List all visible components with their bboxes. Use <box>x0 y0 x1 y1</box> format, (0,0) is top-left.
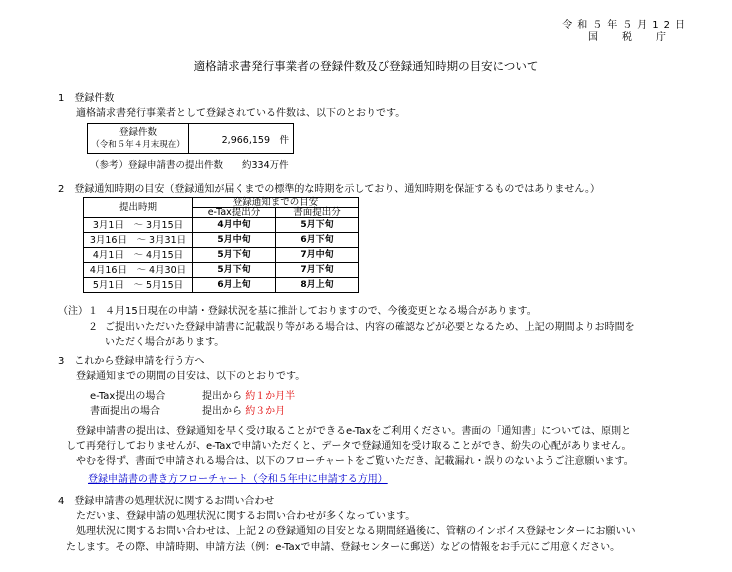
count-label-cell <box>88 124 189 154</box>
row-paper: 8月上旬 <box>276 278 359 293</box>
paper-label: 書面提出の場合 <box>90 406 160 417</box>
paper-duration: 約３か月 <box>245 406 286 417</box>
col-group-header: 登録通知までの目安 <box>193 198 359 208</box>
section3-intro: 登録通知までの期間の目安は、以下のとおりです。 <box>76 371 306 382</box>
row-paper: 6月下旬 <box>276 233 359 248</box>
row-period: 4月1日 ～ 4月15日 <box>84 248 193 263</box>
section4-line1: ただいま、登録申請の処理状況に関するお問い合わせが多くなっています。 <box>76 511 416 522</box>
section2-heading: 2 登録通知時期の目安（登録通知が届くまでの標準的な時期を示しており、通知時期を保証するものではありません。） <box>58 184 600 195</box>
note2-text-line1: ご提出いただいた登録申請書に記載誤り等がある場合は、内容の確認などが必要となるため、上記の期間よりお時間を <box>105 322 635 333</box>
row-period: 3月16日 ～ 3月31日 <box>84 233 193 248</box>
section3-para1-line1: 登録申請書の提出は、登録通知を早く受け取ることができるe-Taxをご利用ください。書面の「通知書」については、原則と <box>76 426 632 437</box>
row-etax: 5月下旬 <box>193 248 276 263</box>
section1-intro: 適格請求書発行事業者として登録されている件数は、以下のとおりです。 <box>76 108 406 119</box>
count-label-date: （令和５年４月末現在） <box>91 139 185 150</box>
row-paper: 7月下旬 <box>276 263 359 278</box>
etax-period <box>202 387 295 402</box>
table-row <box>84 233 359 248</box>
row-etax: 6月上旬 <box>193 278 276 293</box>
table-row <box>84 218 359 233</box>
row-period: 5月1日 ～ 5月15日 <box>84 278 193 293</box>
row-etax: 5月下旬 <box>193 263 276 278</box>
flowchart-link[interactable]: 登録申請書の書き方フローチャート（令和５年中に申請する方用） <box>88 474 388 485</box>
paper-period <box>202 402 285 417</box>
table-row <box>84 248 359 263</box>
row-paper: 7月中旬 <box>276 248 359 263</box>
row-etax: 5月中旬 <box>193 233 276 248</box>
reference-note: （参考）登録申請書の提出件数 約334万件 <box>90 160 289 171</box>
section4-heading: 4 登録申請書の処理状況に関するお問い合わせ <box>58 496 275 507</box>
row-period: 3月1日 ～ 3月15日 <box>84 218 193 233</box>
row-period: 4月16日 ～ 4月30日 <box>84 263 193 278</box>
note1-mark: （注）１ <box>58 306 98 317</box>
table-row <box>84 278 359 293</box>
table-row <box>84 263 359 278</box>
etax-label: e-Tax提出の場合 <box>90 391 166 402</box>
section1-heading: 1 登録件数 <box>58 93 115 104</box>
count-label: 登録件数 <box>118 126 157 138</box>
row-paper: 5月下旬 <box>276 218 359 233</box>
section4-line2: 処理状況に関するお問い合わせは、上記２の登録通知の目安となる期間経過後に、管轄のインボイス登録センターにお願いい <box>76 526 636 537</box>
etax-prefix: 提出から <box>202 391 242 402</box>
notification-schedule-table <box>83 197 359 293</box>
document-title: 適格請求書発行事業者の登録件数及び登録通知時期の目安について <box>193 59 539 73</box>
etax-duration: 約１か月半 <box>245 391 296 402</box>
document-date: 令和５年５月12日 <box>562 20 690 31</box>
section4-line3: たします。その際、申請時期、申請方法（例：e-Taxで申請、登録センターに郵送）などの情報をお手元にご用意ください。 <box>66 542 621 553</box>
col-etax-header: e-Tax提出分 <box>193 208 276 218</box>
section3-para1-line2: して再発行しておりませんが、e-Taxで申請いただくと、データで登録通知を受け取ることができ、紛失の心配がありません。 <box>66 441 632 452</box>
issuer-name: 国税庁 <box>588 32 690 43</box>
count-value: 2,966,159 件 <box>189 124 294 154</box>
section3-para2: やむを得ず、書面で申請される場合は、以下のフローチャートをご覧いただき、記載漏れ・誤りのないようご注意願います。 <box>76 456 634 467</box>
note2-mark: ２ <box>88 322 98 333</box>
note1-text: ４月15日現在の申請・登録状況を基に推計しておりますので、今後変更となる場合があります。 <box>105 306 537 317</box>
col-submission-header: 提出時期 <box>84 198 193 218</box>
col-paper-header: 書面提出分 <box>276 208 359 218</box>
section3-heading: 3 これから登録申請を行う方へ <box>58 356 205 367</box>
row-etax: 4月中旬 <box>193 218 276 233</box>
note2-text-line2: いただく場合があります。 <box>105 337 225 348</box>
paper-prefix: 提出から <box>202 406 242 417</box>
registration-count-table <box>87 123 294 154</box>
